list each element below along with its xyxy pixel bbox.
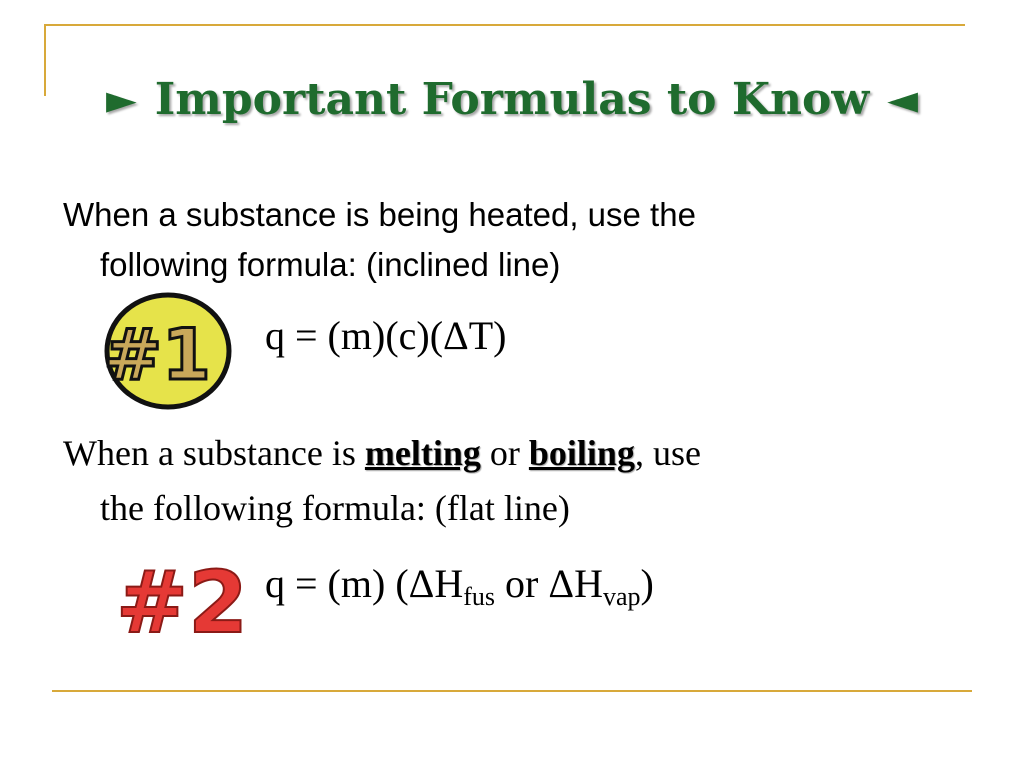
formula2-middle: or ΔH — [495, 561, 603, 606]
heating-line-1: When a substance is being heated, use the — [63, 196, 696, 233]
badge2-text: #2 — [116, 553, 248, 653]
heating-line-2: following formula: (inclined line) — [100, 246, 561, 283]
badge1-text: #1 — [103, 314, 211, 396]
phase-intro: When a substance is — [63, 433, 365, 473]
melting-word: melting — [364, 433, 481, 473]
phase-line-2: the following formula: (flat line) — [100, 488, 570, 528]
heating-formula: q = (m)(c)(ΔT) — [265, 313, 507, 358]
title-right-arrow-icon: ◄ — [887, 75, 919, 123]
phase-after: , use — [634, 433, 701, 473]
fus-subscript: fus — [463, 582, 496, 611]
phase-connector: or — [480, 433, 529, 473]
title-left-arrow-icon: ► — [105, 75, 137, 123]
formula2-suffix: ) — [640, 561, 654, 606]
frame-bottom-line — [52, 690, 972, 692]
formula2-prefix: q = (m) (ΔH — [265, 561, 464, 606]
boiling-word: boiling — [528, 433, 635, 473]
vap-subscript: vap — [602, 582, 641, 611]
number-two-badge-icon — [116, 548, 248, 653]
frame-top-line — [44, 24, 965, 26]
phase-change-paragraph — [63, 426, 983, 536]
phase-change-formula — [265, 560, 654, 612]
heating-paragraph — [63, 190, 963, 290]
title-text: Important Formulas to Know — [154, 73, 870, 125]
number-one-badge-icon — [101, 287, 235, 413]
slide-title — [0, 68, 1024, 130]
